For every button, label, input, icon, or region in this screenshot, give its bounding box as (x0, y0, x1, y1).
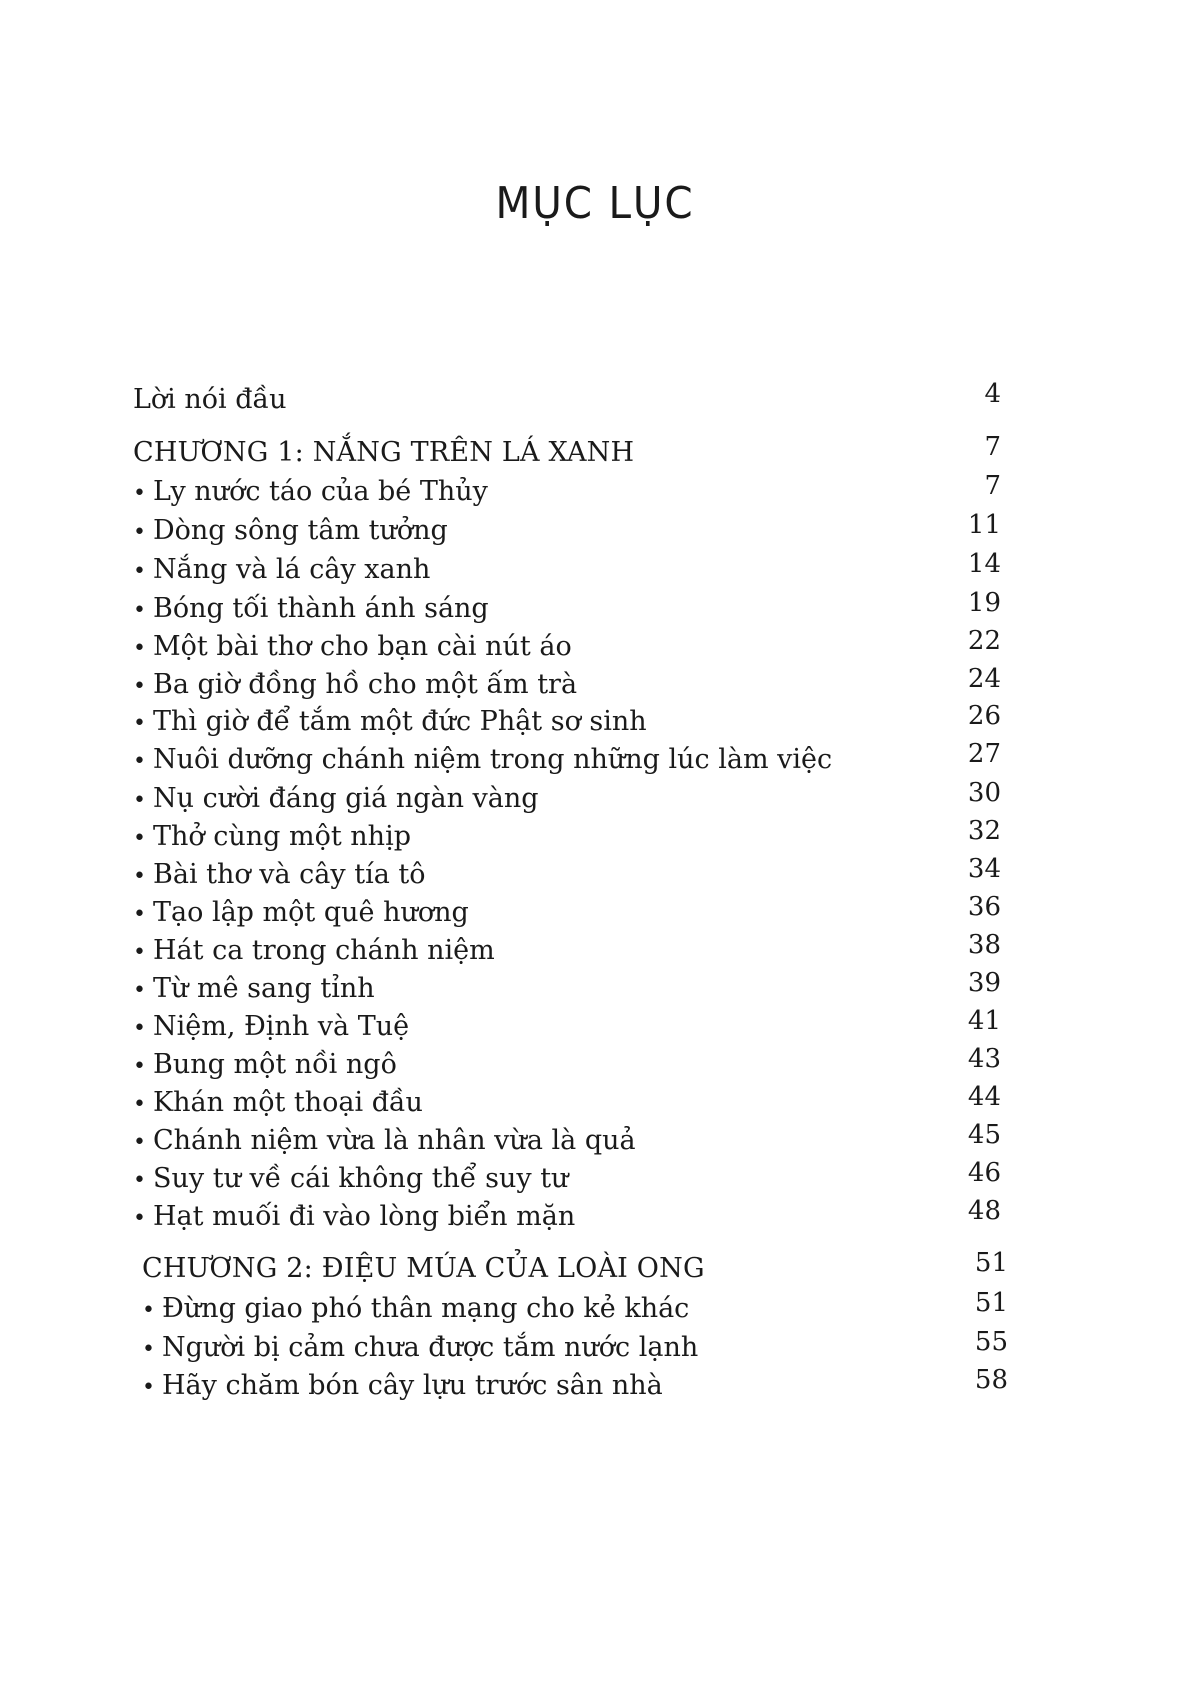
toc-item-page: 38 (967, 930, 1001, 960)
toc-item (133, 588, 1001, 627)
toc-item (133, 1044, 1001, 1083)
page-title: MỤC LỤC (495, 178, 695, 229)
toc-chapter-1-heading (133, 432, 1001, 471)
toc-chapter-label: CHƯƠNG 2: ĐIỆU MÚA CỦA LOÀI ONG (142, 1253, 705, 1284)
toc-item (133, 930, 1001, 969)
toc-item-page: 48 (967, 1196, 1001, 1226)
bullet-icon: • (133, 520, 146, 545)
toc-item (133, 968, 1001, 1007)
toc-item (133, 892, 1001, 931)
toc-entry-label: Lời nói đầu (133, 384, 287, 415)
bullet-icon: • (133, 1206, 146, 1231)
bullet-icon: • (133, 559, 146, 584)
bullet-icon: • (133, 1016, 146, 1041)
toc-item (133, 816, 1001, 855)
bullet-icon: • (133, 1054, 146, 1079)
bullet-icon: • (133, 788, 146, 813)
bullet-icon: • (133, 1092, 146, 1117)
toc-chapter-2-heading (142, 1248, 1008, 1287)
toc-entry-page: 4 (984, 379, 1001, 409)
bullet-icon: • (133, 978, 146, 1003)
toc-item-label: Thở cùng một nhịp (153, 821, 411, 852)
toc-item-label: Ly nước táo của bé Thủy (153, 476, 488, 507)
toc-item-page: 7 (984, 471, 1001, 501)
bullet-icon: • (133, 1130, 146, 1155)
bullet-icon: • (133, 749, 146, 774)
toc-item-page: 46 (967, 1158, 1001, 1188)
toc-item-page: 27 (967, 739, 1001, 769)
toc-item-label: Hạt muối đi vào lòng biển mặn (153, 1201, 576, 1232)
toc-item-page: 55 (974, 1327, 1008, 1357)
toc-item-label: Từ mê sang tỉnh (153, 973, 375, 1004)
toc-item-label: Nụ cười đáng giá ngàn vàng (153, 783, 539, 814)
toc-item (133, 471, 1001, 510)
toc-item (142, 1365, 1008, 1404)
toc-item (133, 1158, 1001, 1197)
toc-item-page: 26 (967, 701, 1001, 731)
toc-item (133, 1006, 1001, 1045)
toc-item (133, 1120, 1001, 1159)
bullet-icon: • (133, 864, 146, 889)
toc-item-page: 34 (967, 854, 1001, 884)
toc-item-page: 22 (967, 626, 1001, 656)
toc-item (142, 1288, 1008, 1327)
bullet-icon: • (133, 902, 146, 927)
toc-item (133, 1082, 1001, 1121)
toc-item-label: Bóng tối thành ánh sáng (153, 593, 489, 624)
toc-item-page: 36 (967, 892, 1001, 922)
toc-item (133, 739, 1001, 778)
toc-chapter-page: 51 (974, 1248, 1008, 1278)
toc-chapter-page: 7 (984, 432, 1001, 462)
toc-item-label: Niệm, Định và Tuệ (153, 1011, 410, 1042)
toc-item-label: Dòng sông tâm tưởng (153, 515, 448, 546)
bullet-icon: • (133, 826, 146, 851)
toc-item-page: 58 (974, 1365, 1008, 1395)
bullet-icon: • (133, 1168, 146, 1193)
toc-item-label: Bài thơ và cây tía tô (153, 859, 426, 890)
toc-item-page: 45 (967, 1120, 1001, 1150)
toc-item-label: Đừng giao phó thân mạng cho kẻ khác (162, 1293, 690, 1324)
toc-item-page: 41 (967, 1006, 1001, 1036)
toc-item-page: 39 (967, 968, 1001, 998)
toc-item-page: 30 (967, 778, 1001, 808)
toc-item (133, 510, 1001, 549)
toc-item (142, 1327, 1008, 1366)
toc-item-page: 51 (974, 1288, 1008, 1318)
toc-item (133, 626, 1001, 665)
toc-item-page: 32 (967, 816, 1001, 846)
toc-item (133, 664, 1001, 703)
toc-item (133, 778, 1001, 817)
toc-item-label: Nắng và lá cây xanh (153, 554, 431, 585)
toc-item-page: 44 (967, 1082, 1001, 1112)
toc-item (133, 1196, 1001, 1235)
toc-item-page: 14 (967, 549, 1001, 579)
bullet-icon: • (133, 711, 146, 736)
toc-item-page: 24 (967, 664, 1001, 694)
bullet-icon: • (133, 598, 146, 623)
bullet-icon: • (142, 1337, 155, 1362)
toc-entry-preface (133, 379, 1001, 418)
bullet-icon: • (133, 940, 146, 965)
bullet-icon: • (142, 1375, 155, 1400)
toc-item-label: Khán một thoại đầu (153, 1087, 423, 1118)
toc-item-label: Một bài thơ cho bạn cài nút áo (153, 631, 572, 662)
bullet-icon: • (142, 1298, 155, 1323)
toc-item-label: Người bị cảm chưa được tắm nước lạnh (162, 1332, 699, 1363)
toc-item-page: 11 (967, 510, 1001, 540)
toc-item (133, 854, 1001, 893)
bullet-icon: • (133, 636, 146, 661)
toc-item-label: Bung một nồi ngô (153, 1049, 397, 1080)
toc-item-label: Suy tư về cái không thể suy tư (153, 1163, 569, 1194)
toc-item (133, 701, 1001, 740)
bullet-icon: • (133, 481, 146, 506)
toc-item-label: Hát ca trong chánh niệm (153, 935, 495, 966)
toc-item-label: Thì giờ để tắm một đức Phật sơ sinh (153, 706, 647, 737)
toc-item-label: Chánh niệm vừa là nhân vừa là quả (153, 1125, 636, 1156)
toc-item-page: 43 (967, 1044, 1001, 1074)
toc-item-page: 19 (967, 588, 1001, 618)
toc-item-label: Ba giờ đồng hồ cho một ấm trà (153, 669, 578, 700)
toc-chapter-label: CHƯƠNG 1: NẮNG TRÊN LÁ XANH (133, 437, 635, 468)
toc-item-label: Hãy chăm bón cây lựu trước sân nhà (162, 1370, 663, 1401)
toc-item (133, 549, 1001, 588)
bullet-icon: • (133, 674, 146, 699)
toc-item-label: Tạo lập một quê hương (153, 897, 469, 928)
toc-item-label: Nuôi dưỡng chánh niệm trong những lúc làm việc (153, 744, 833, 775)
